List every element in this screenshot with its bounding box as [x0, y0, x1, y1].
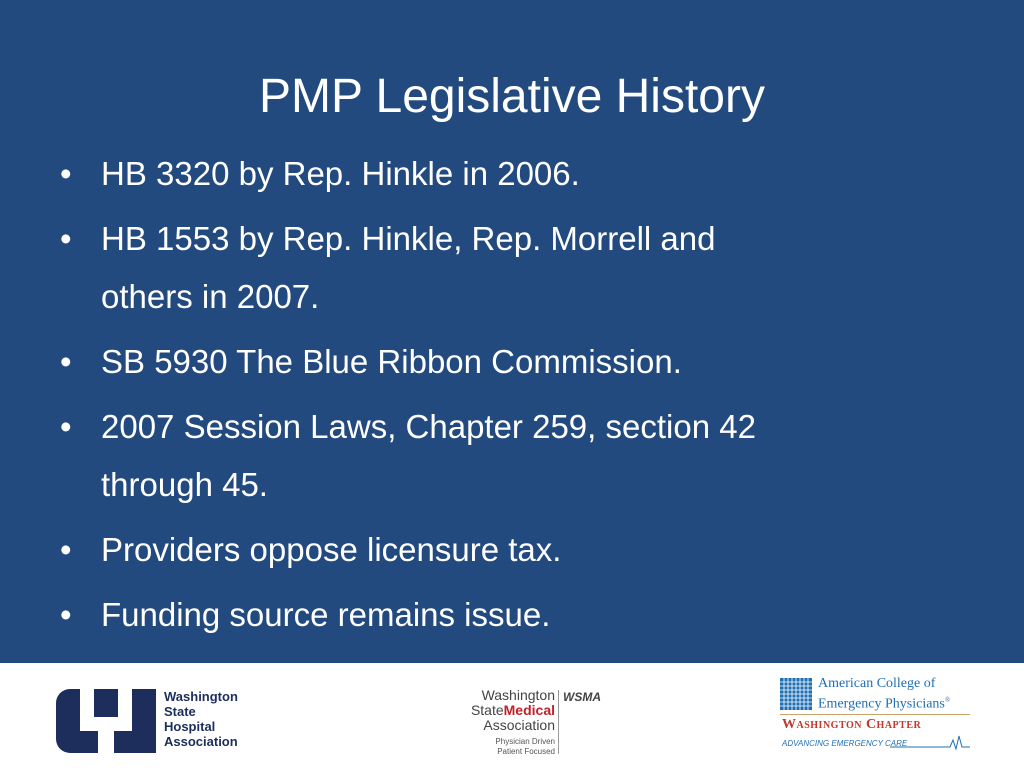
wsha-name	[164, 689, 238, 749]
bullet-item	[60, 586, 960, 644]
wsha-line: Association	[164, 734, 238, 749]
bullet-icon: •	[60, 343, 72, 380]
wsma-line: Washington	[481, 687, 555, 703]
bullet-text: Providers oppose licensure tax.	[101, 531, 562, 568]
bullet-text: 2007 Session Laws, Chapter 259, section 42	[101, 408, 756, 445]
wsma-tag-line: Physician Driven	[495, 737, 555, 746]
bullet-item	[60, 210, 960, 326]
bullet-list	[60, 145, 960, 651]
acep-divider	[780, 714, 970, 715]
bullet-icon: •	[60, 155, 72, 192]
wsha-logo	[56, 689, 256, 759]
wsma-medical: Medical	[503, 702, 555, 718]
wsha-line: State	[164, 704, 196, 719]
bullet-item	[60, 333, 960, 391]
wsma-tagline	[495, 737, 555, 757]
acep-registered-mark: ®	[944, 696, 951, 704]
wsma-abbr: WSMA	[563, 690, 601, 704]
bullet-icon: •	[60, 408, 72, 445]
acep-line: American College of	[818, 676, 936, 691]
bullet-icon: •	[60, 531, 72, 568]
wsma-state: State	[470, 702, 504, 718]
bullet-text: SB 5930 The Blue Ribbon Commission.	[101, 343, 682, 380]
acep-chapter: Washington Chapter	[782, 717, 922, 732]
wsma-divider	[558, 690, 559, 754]
sponsor-footer	[0, 663, 1024, 768]
wsma-line: Association	[483, 717, 555, 733]
bullet-text-cont: through 45.	[101, 466, 268, 503]
bullet-text-cont: others in 2007.	[101, 278, 320, 315]
wsma-tag-line: Patient Focused	[497, 747, 555, 756]
bullet-item	[60, 398, 960, 514]
acep-grid-icon	[780, 678, 812, 710]
bullet-text: Funding source remains issue.	[101, 596, 551, 633]
wsha-h-logo-icon	[56, 689, 156, 753]
wsma-logo	[430, 688, 630, 758]
wsma-name	[471, 688, 555, 733]
bullet-icon: •	[60, 220, 72, 257]
acep-line2: Emergency Physicians	[818, 696, 945, 712]
wsha-line: Washington	[164, 689, 238, 704]
slide-title: PMP Legislative History	[259, 70, 765, 123]
heartbeat-line-icon	[890, 734, 970, 750]
bullet-item	[60, 145, 960, 203]
wsha-line: Hospital	[164, 719, 216, 734]
bullet-text: HB 3320 by Rep. Hinkle in 2006.	[101, 155, 580, 192]
bullet-icon: •	[60, 596, 72, 633]
bullet-text: HB 1553 by Rep. Hinkle, Rep. Morrell and	[101, 220, 716, 257]
acep-name	[818, 676, 950, 713]
acep-line	[818, 692, 950, 713]
acep-logo	[780, 676, 980, 761]
wsma-line	[471, 703, 555, 718]
bullet-item	[60, 521, 960, 579]
acep-tagline: ADVANCING EMERGENCY CARE	[782, 739, 908, 748]
